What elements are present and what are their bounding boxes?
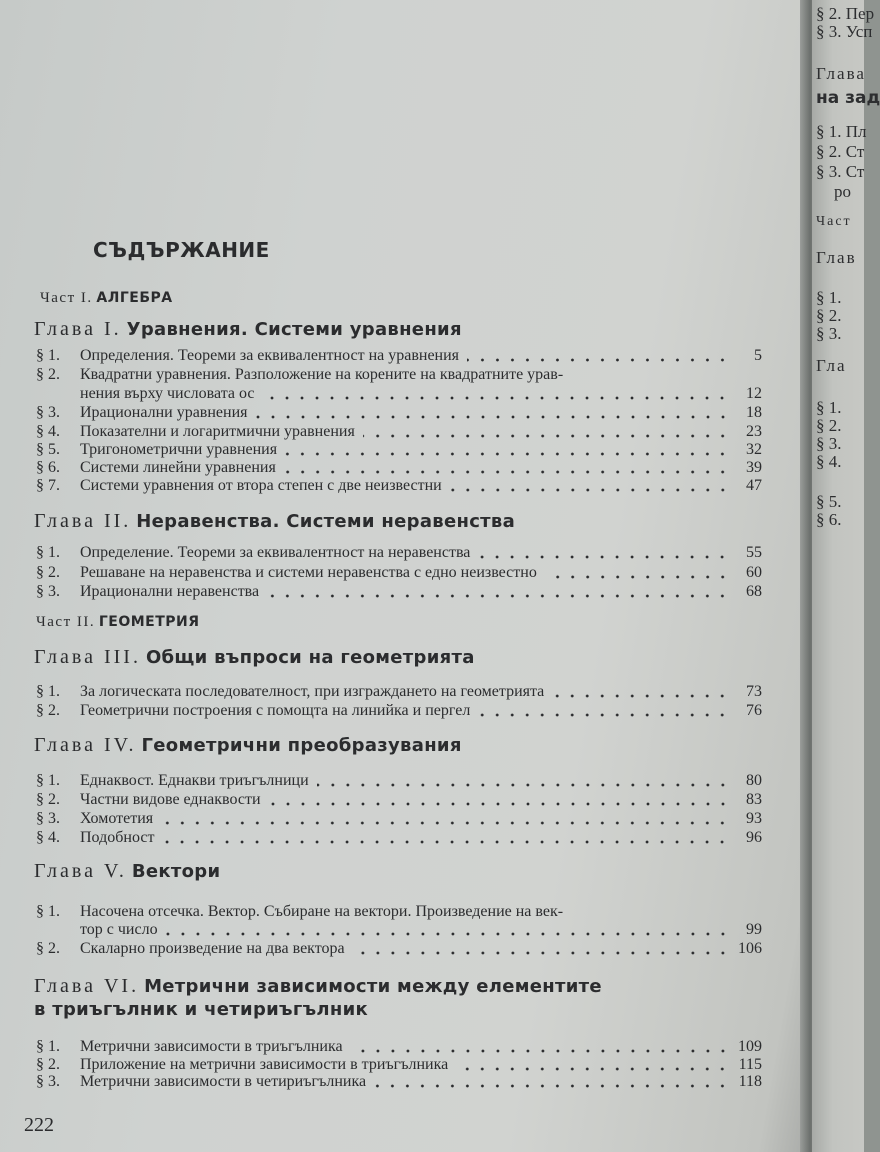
adjacent-text: § 1. xyxy=(816,288,842,307)
adjacent-text: на зад xyxy=(816,88,880,108)
page-ref: 5 xyxy=(754,347,762,364)
toc-entry[interactable] xyxy=(36,829,762,849)
page-ref: 83 xyxy=(746,791,762,808)
section-title: Частни видове еднаквости xyxy=(80,791,261,808)
section-number: § 7. xyxy=(36,477,60,494)
section-number: § 2. xyxy=(36,791,60,808)
page-ref: 39 xyxy=(746,459,762,476)
adjacent-text: § 3. Ст xyxy=(816,162,865,181)
toc-entry[interactable] xyxy=(36,940,762,960)
section-number: § 3. xyxy=(36,583,60,600)
part-label: Част I. xyxy=(40,290,93,306)
section-number: § 3. xyxy=(36,404,60,421)
dot-leader xyxy=(284,470,730,474)
chapter-6-heading xyxy=(34,975,602,998)
chapter-2-heading xyxy=(34,510,515,533)
toc-entry[interactable] xyxy=(36,1073,762,1093)
chapter-1-heading xyxy=(34,318,462,341)
dot-leader xyxy=(256,415,731,419)
adjacent-text: § 5. xyxy=(816,492,842,511)
dot-leader xyxy=(267,594,730,598)
section-number: § 2. xyxy=(36,366,60,383)
section-title: Определения. Теореми за еквивалентност на уравнения xyxy=(80,347,460,364)
page-ref: 80 xyxy=(746,772,762,789)
chapter-3-heading xyxy=(34,646,475,669)
adjacent-text: § 2. xyxy=(816,306,842,325)
dot-leader xyxy=(353,951,730,955)
dot-leader xyxy=(351,1049,730,1053)
section-title: Метрични зависимости в четириъгълника xyxy=(80,1073,367,1090)
chapter-5-heading xyxy=(34,860,220,883)
toc-entry-continuation[interactable] xyxy=(36,921,762,941)
toc-entry[interactable] xyxy=(36,459,762,479)
adjacent-text: § 2. xyxy=(816,416,842,435)
section-number: § 2. xyxy=(36,702,60,719)
section-title: Решаване на неравенства и системи неравенства с едно неизвестно xyxy=(80,564,537,581)
section-title: Подобност xyxy=(80,829,155,846)
page-ref: 55 xyxy=(746,544,762,561)
chapter-name: Метрични зависимости между елементите xyxy=(144,976,602,997)
page-ref: 23 xyxy=(746,423,762,440)
dot-leader xyxy=(545,575,730,579)
section-number: § 1. xyxy=(36,347,60,364)
page-ref: 68 xyxy=(746,583,762,600)
page-ref: 47 xyxy=(746,477,762,494)
section-title: Скаларно произведение на два вектора xyxy=(80,940,345,957)
section-number: § 2. xyxy=(36,940,60,957)
chapter-label: Глава VI. xyxy=(34,975,140,997)
toc-entry[interactable] xyxy=(36,441,762,461)
section-title: Геометрични построения с помощта на линийка и пергел xyxy=(80,702,471,719)
section-title: Хомотетия xyxy=(80,810,154,827)
section-title: Квадратни уравнения. Разположение на корените на квадратните урав- xyxy=(80,366,564,383)
section-number: § 1. xyxy=(36,772,60,789)
dot-leader xyxy=(161,821,730,825)
dot-leader xyxy=(166,932,730,936)
page-ref: 12 xyxy=(746,385,762,402)
toc-entry[interactable] xyxy=(36,683,762,703)
page-title: СЪДЪРЖАНИЕ xyxy=(93,238,270,262)
dot-leader xyxy=(467,358,730,362)
chapter-name: Общи въпроси на геометрията xyxy=(145,647,475,668)
chapter-label: Глава IV. xyxy=(34,734,137,756)
dot-leader xyxy=(450,488,730,492)
adjacent-text: Глав xyxy=(816,248,857,267)
toc-entry-continuation[interactable] xyxy=(36,385,762,405)
adjacent-text: § 2. Пер xyxy=(816,4,875,23)
toc-entry[interactable] xyxy=(36,1038,762,1058)
adjacent-text: Гла xyxy=(816,356,847,375)
chapter-name: Уравнения. Системи уравнения xyxy=(126,319,462,340)
chapter-label: Глава V. xyxy=(34,860,127,882)
section-title: Еднаквост. Еднакви триъгълници xyxy=(80,772,309,789)
section-number: § 1. xyxy=(36,544,60,561)
section-number: § 3. xyxy=(36,810,60,827)
dot-leader xyxy=(285,452,730,456)
adjacent-text: § 1. Пл xyxy=(816,122,867,141)
section-number: § 3. xyxy=(36,1073,60,1090)
section-title: Системи уравнения от втора степен с две неизвестни xyxy=(80,477,442,494)
toc-entry[interactable] xyxy=(36,903,762,923)
page-ref: 32 xyxy=(746,441,762,458)
dot-leader xyxy=(162,840,730,844)
toc-entry[interactable] xyxy=(36,423,762,443)
adjacent-text: ро xyxy=(834,182,851,201)
adjacent-text: § 3. xyxy=(816,324,842,343)
section-number: § 6. xyxy=(36,459,60,476)
chapter-6-heading-line2: в триъгълник и четириъгълник xyxy=(34,999,369,1020)
dot-leader xyxy=(478,555,730,559)
section-title: За логическата последователност, при изграждането на геометрията xyxy=(80,683,545,700)
dot-leader xyxy=(363,434,730,438)
page-ref: 73 xyxy=(746,683,762,700)
section-number: § 4. xyxy=(36,423,60,440)
chapter-label: Глава I. xyxy=(34,318,122,340)
page-ref: 99 xyxy=(746,921,762,938)
section-number: § 1. xyxy=(36,683,60,700)
section-title: Тригонометрични уравнения xyxy=(80,441,278,458)
toc-entry[interactable] xyxy=(36,772,762,792)
section-title: Системи линейни уравнения xyxy=(80,459,276,476)
adjacent-text: § 6. xyxy=(816,510,842,529)
page-ref: 109 xyxy=(738,1038,762,1055)
adjacent-text: Глава xyxy=(816,64,866,83)
section-title: Ирационални неравенства xyxy=(80,583,260,600)
page-ref: 106 xyxy=(738,940,762,957)
section-title: Ирационални уравнения xyxy=(80,404,248,421)
toc-entry[interactable] xyxy=(36,702,762,722)
toc-entry[interactable] xyxy=(36,791,762,811)
dot-leader xyxy=(552,694,730,698)
part-2-heading xyxy=(36,614,200,631)
chapter-4-heading xyxy=(34,734,462,757)
dot-leader xyxy=(456,1067,730,1071)
section-title: Показателни и логаритмични уравнения xyxy=(80,423,355,440)
toc-entry[interactable] xyxy=(36,544,762,564)
adjacent-text: § 4. xyxy=(816,452,842,471)
dot-leader xyxy=(317,783,730,787)
toc-entry[interactable] xyxy=(36,564,762,584)
dot-leader xyxy=(478,713,730,717)
chapter-name: Вектори xyxy=(131,861,221,882)
section-title-cont: нения върху числовата ос xyxy=(80,385,255,402)
toc-entry[interactable] xyxy=(36,404,762,424)
adjacent-text: § 1. xyxy=(816,398,842,417)
chapter-label: Глава II. xyxy=(34,510,132,532)
chapter-name: Неравенства. Системи неравенства xyxy=(136,511,516,532)
section-number: § 1. xyxy=(36,1038,60,1055)
section-number: § 1. xyxy=(36,903,60,920)
page-ref: 76 xyxy=(746,702,762,719)
part-name: АЛГЕБРА xyxy=(96,290,173,306)
section-number: § 2. xyxy=(36,1056,60,1073)
section-title: Приложение на метрични зависимости в триъгълника xyxy=(80,1056,449,1073)
adjacent-text: § 3. Усп xyxy=(816,22,873,41)
chapter-name: Геометрични преобразувания xyxy=(141,735,462,756)
toc-entry[interactable] xyxy=(36,583,762,603)
chapter-label: Глава III. xyxy=(34,646,141,668)
page-number: 222 xyxy=(24,1114,54,1136)
page-ref: 115 xyxy=(738,1056,762,1073)
page-ref: 96 xyxy=(746,829,762,846)
adjacent-text: § 2. Ст xyxy=(816,142,865,161)
section-number: § 5. xyxy=(36,441,60,458)
page-ref: 60 xyxy=(746,564,762,581)
section-title-cont: тор с число xyxy=(80,921,158,938)
adjacent-page xyxy=(812,0,880,1152)
part-label: Част II. xyxy=(36,614,96,630)
section-number: § 2. xyxy=(36,564,60,581)
page-ref: 118 xyxy=(738,1073,762,1090)
toc-entry[interactable] xyxy=(36,810,762,830)
section-title: Насочена отсечка. Вектор. Събиране на вектори. Произведение на век- xyxy=(80,903,564,920)
section-title: Определение. Теореми за еквивалентност на неравенства xyxy=(80,544,471,561)
section-number: § 4. xyxy=(36,829,60,846)
adjacent-text: § 3. xyxy=(816,434,842,453)
dot-leader xyxy=(374,1084,730,1088)
toc-entry[interactable] xyxy=(36,477,762,497)
dot-leader xyxy=(269,802,730,806)
toc-entry[interactable] xyxy=(36,347,762,367)
dot-leader xyxy=(262,396,730,400)
section-title: Метрични зависимости в триъгълника xyxy=(80,1038,343,1055)
part-1-heading xyxy=(40,290,173,307)
adjacent-text: Част xyxy=(816,214,852,229)
page-ref: 18 xyxy=(746,404,762,421)
page-ref: 93 xyxy=(746,810,762,827)
part-name: ГЕОМЕТРИЯ xyxy=(98,614,200,630)
toc-entry[interactable] xyxy=(36,366,762,386)
